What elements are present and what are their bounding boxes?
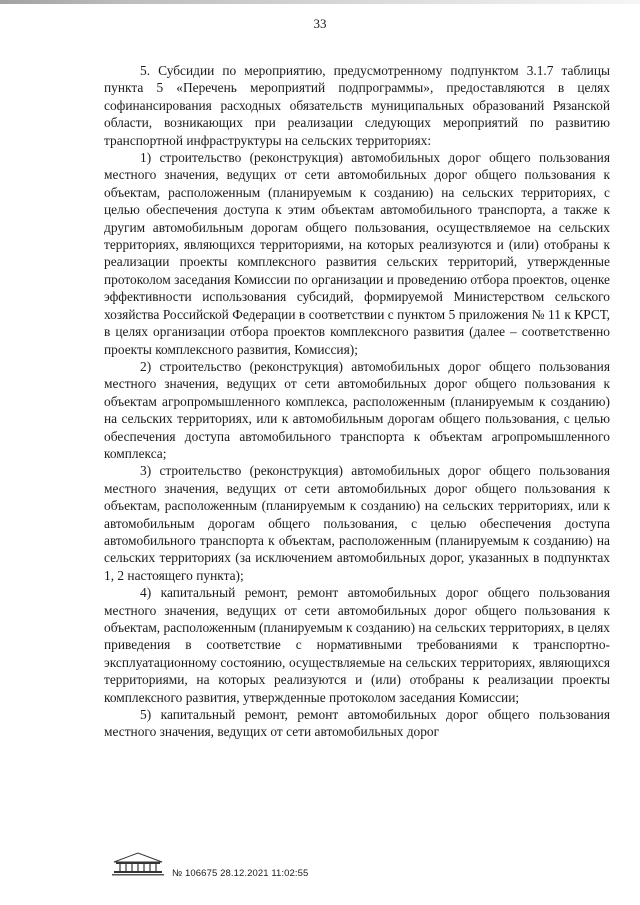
paragraph-subitem-5: 5) капитальный ремонт, ремонт автомобильных дорог общего пользования местного значения, ведущих от сети автомобильных дорог (104, 707, 610, 740)
document-registration-id: № 106675 28.12.2021 11:02:55 (172, 868, 309, 879)
registry-building-stamp-icon (110, 850, 166, 876)
scan-edge-shadow (0, 0, 640, 4)
paragraph-subitem-4: 4) капитальный ремонт, ремонт автомобильных дорог общего пользования местного значения, ведущих от сети автомобильных дорог общего пользования к объектам, расположенным (планируемым к созданию) на сельских территориях, в целях приведения в соответствие с нормативными требованиями к транспортно-эксплуатационному состоянию, осуществляемые на сельских территориях, являющихся территориями, на которых реализуются и (или) отобраны к реализации проекты комплексного развития, утвержденные протоколом заседания Комиссии; (104, 585, 610, 705)
page-number: 33 (313, 16, 327, 31)
paragraph-subitem-3: 3) строительство (реконструкция) автомобильных дорог общего пользования местного значения, ведущих от сети автомобильных дорог общего пользования к объектам, расположенным (планируемым к созданию) на сельских территориях, или к автомобильным дорогам общего пользования, с целью обеспечения доступа автомобильного транспорта к объектам, расположенным (планируемым к созданию) на сельских территориях (за исключением автомобильных дорог, указанных в подпунктах 1, 2 настоящего пункта); (104, 463, 610, 583)
paragraph-item-5: 5. Субсидии по мероприятию, предусмотренному подпунктом 3.1.7 таблицы пункта 5 «Перечень мероприятий подпрограммы», предоставляются в целях софинансирования расходных обязательств муниципальных образований Рязанской области, возникающих при реализации следующих мероприятий по развитию транспортной инфраструктуры на сельских территориях: (104, 63, 610, 148)
document-body (104, 62, 610, 741)
paragraph-subitem-2: 2) строительство (реконструкция) автомобильных дорог общего пользования местного значения, ведущих от сети автомобильных дорог общего пользования к объектам агропромышленного комплекса, расположенным (планируемым к созданию) на сельских территориях, или к автомобильным дорогам общего пользования, с целью обеспечения доступа автомобильного транспорта к объектам агропромышленного комплекса; (104, 358, 610, 461)
document-footer (110, 850, 510, 890)
paragraph-subitem-1: 1) строительство (реконструкция) автомобильных дорог общего пользования местного значения, ведущих от сети автомобильных дорог общего пользования к объектам, расположенным (планируемым к созданию) на сельских территориях, с целью обеспечения доступа к этим объектам автомобильного транспорта, а также к другим автомобильным дорогам общего пользования, осуществляемое на сельских территориях, являющихся территориями, на которых реализуются и (или) отобраны к реализации проекты комплексного развития сельских территорий, утвержденные протоколом заседания Комиссии по организации и проведению отбора проектов, оценке эффективности использования субсидий, формируемой Министерством сельского хозяйства Российской Федерации в соответствии с пунктом 5 приложения № 11 к КРСТ, в целях организации отбора проектов комплексного развития (далее – соответственно проекты комплексного развития, Комиссия); (104, 150, 610, 357)
